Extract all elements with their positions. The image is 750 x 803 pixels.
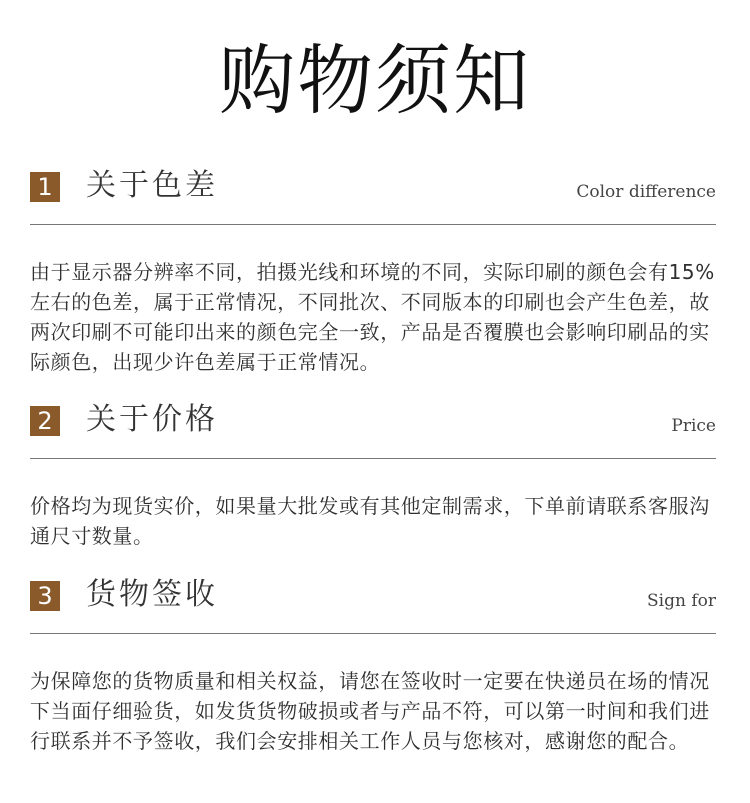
section-number-badge: 3 xyxy=(30,581,60,611)
section-title: 关于色差 xyxy=(86,168,218,203)
section-subtitle: Sign for xyxy=(647,591,716,611)
section-body-color-difference: 由于显示器分辨率不同，拍摄光线和环境的不同，实际印刷的颜色会有15%左右的色差，属于正常情况，不同批次、不同版本的印刷也会产生色差，故两次印刷不可能印出来的颜色完全一致，产品是否覆膜也会影响印刷品的实际颜色，出现少许色差属于正常情况。 xyxy=(30,260,715,374)
section-body-price: 价格均为现货实价，如果量大批发或有其他定制需求，下单前请联系客服沟通尺寸数量。 xyxy=(30,494,710,548)
section-number-badge: 2 xyxy=(30,406,60,436)
section-divider xyxy=(30,633,716,634)
section-subtitle: Price xyxy=(671,416,716,436)
section-title: 货物签收 xyxy=(86,577,218,612)
section-header-sign-for xyxy=(30,575,716,625)
section-body-sign-for: 为保障您的货物质量和相关权益，请您在签收时一定要在快递员在场的情况下当面仔细验货，如发货货物破损或者与产品不符，可以第一时间和我们进行联系并不予签收，我们会安排相关工作人员与您核对，感谢您的配合。 xyxy=(30,669,710,753)
section-divider xyxy=(30,224,716,225)
section-divider xyxy=(30,458,716,459)
page-title: 购物须知 xyxy=(219,36,531,125)
section-title: 关于价格 xyxy=(86,402,218,437)
section-number-badge: 1 xyxy=(30,172,60,202)
section-header-color-difference xyxy=(30,166,716,216)
section-header-price xyxy=(30,400,716,450)
section-subtitle: Color difference xyxy=(576,182,716,202)
